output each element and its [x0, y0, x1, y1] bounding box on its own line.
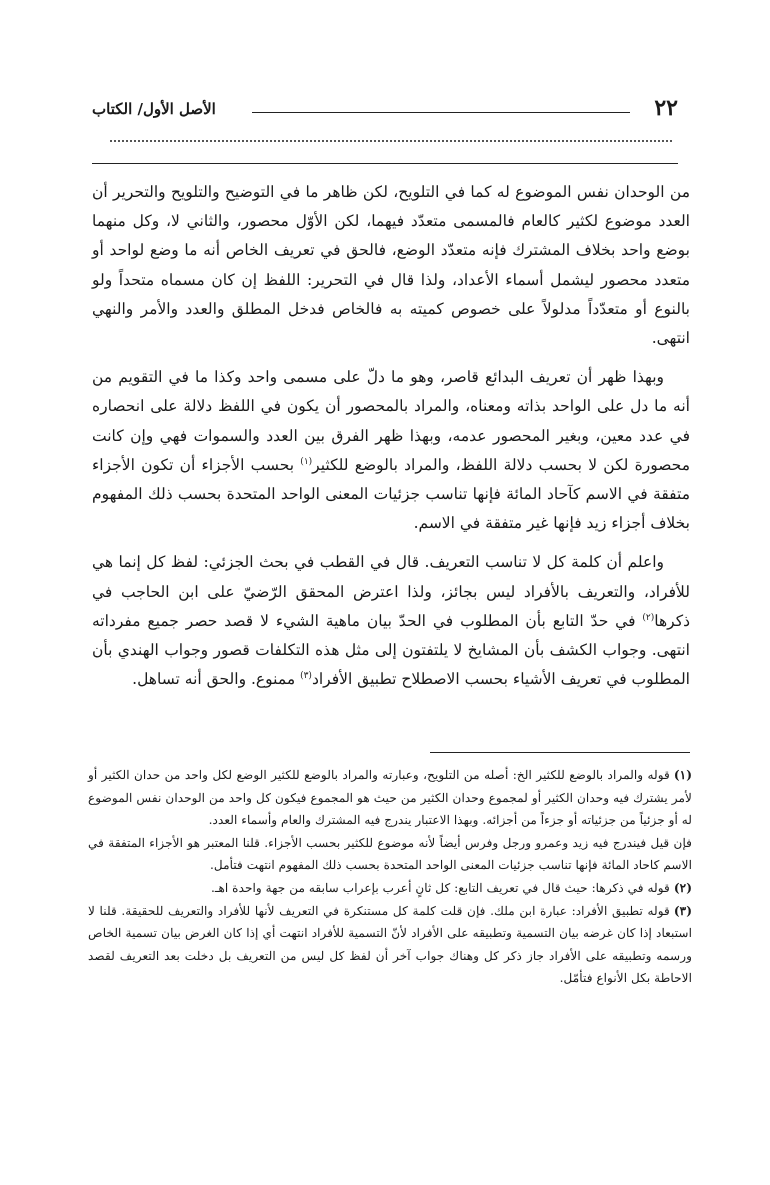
footnote-1	[88, 764, 692, 832]
paragraph-3	[92, 548, 690, 694]
footnote-1-continuation-text: فإن قيل فيندرج فيه زيد وعمرو ورجل وفرس أيضاً لأنه موضوع للكثير بحسب الأجزاء. قلنا المعتبر هو الأجزاء المتفقة في الاسم كاحاد المائة فإنها تناسب جزئيات المعنى الواحد المتحدة بحسب ذلك المفهوم انتهت فتأمل.	[88, 835, 692, 873]
footnote-separator	[430, 752, 690, 753]
dotted-divider	[110, 140, 672, 142]
footnote-3	[88, 900, 692, 990]
paragraph-2-text-b: بحسب الأجزاء أن تكون الأجزاء متفقة في الاسم كآحاد المائة فإنها تناسب جزئيات المعنى الواحد المتحدة بحسب ذلك المفهوم بخلاف أجزاء زيد فإنها غير متفقة في الاسم.	[92, 455, 690, 533]
footnote-1-continuation	[88, 832, 692, 877]
header-rule	[252, 112, 630, 113]
footnote-ref-2: (٢)	[642, 612, 655, 623]
paragraph-3-text-b: في حدّ التابع بأن المطلوب في الحدّ بيان ماهية الشيء لا قصد حصر جميع مفرداته انتهى. وجواب الكشف بأن المشايخ لا يلتفتون إلى مثل هذه التكلفات قصور وجواب الهندي بأن المطلوب في تعريف الأشياء بحسب الاصطلاح تطبيق الأفراد	[92, 611, 690, 689]
paragraph-1-text: من الوحدان نفس الموضوع له كما في التلويح، لكن ظاهر ما في التوضيح والتلويح والتحرير أن العدد موضوع لكثير كالعام فالمسمى متعدّد فيهما، لكن الأوّل محصور، والثاني لا، وكل منهما بوضع واحد بخلاف المشترك فإنه متعدّد الوضع، فالحق في تعريف الخاص أنه ما وضع لواحد أو متعدد محصور ليشمل أسماء الأعداد، ولذا قال في التحرير: اللفظ إن كان مسماه متحداً ولو بالنوع أو متعدّداً مدلولاً على خصوص كميته به فالخاص فدخل المطلق والعدد والأمر والنهي انتهى.	[92, 183, 690, 348]
page-number: ٢٢	[654, 95, 678, 121]
paragraph-2-text-a: وبهذا ظهر أن تعريف البدائع قاصر، وهو ما دلّ على مسمى واحد وكذا ما في التقويم من أنه ما دل على الواحد بذاته ومعناه، والمراد بالمحصور أن يكون في اللفظ دلالة على انحصاره في عدد معين، وبغير المحصور عدمه، وبهذا ظهر الفرق بين العدد والسموات فهي وإن كانت محصورة لكن لا بحسب دلالة اللفظ، والمراد بالوضع للكثير	[92, 368, 690, 474]
footnote-2-text: قوله في ذكرها: حيث قال في تعريف التابع: كل ثانٍ أعرب بإعراب سابقه من جهة واحدة اهـ.	[211, 880, 670, 895]
footnote-ref-1: (١)	[300, 456, 313, 467]
header-divider	[92, 163, 678, 164]
footnote-3-marker: (٣)	[673, 903, 692, 918]
footnote-1-text: قوله والمراد بالوضع للكثير الخ: أصله من التلويح، وعبارته والمراد بالوضع للكثير الوضع لكل واحد من حدان الكثير أو لأمر يشترك فيه وحدان الكثير أو لمجموع وحدان الكثير من حيث هو المجموع فيكون كل واحد من الوحدان نفس الموضوع له أو جزئياً من جزئياته أو جزءاً من أجزائه. وبهذا الاعتبار يندرج فيه المشترك والعام وأسماء العدد.	[88, 768, 692, 828]
paragraph-3-text-a: واعلم أن كلمة كل لا تناسب التعريف. قال في القطب في بحث الجزئي: لفظ كل إنما هي للأفراد، والتعريف بالأفراد ليس بجائز، ولذا اعترض المحقق الرّضيّ على ابن الحاجب في ذكرها	[92, 553, 690, 630]
paragraph-3-text-c: ممنوع. والحق أنه تساهل.	[132, 670, 301, 689]
running-head: الأصل الأول/ الكتاب	[92, 100, 216, 118]
footnote-2	[88, 877, 692, 900]
footnote-2-marker: (٢)	[673, 880, 692, 895]
footnote-1-marker: (١)	[673, 768, 692, 782]
page-header	[92, 94, 678, 126]
footnote-3-text: قوله تطبيق الأفراد: عبارة ابن ملك. فإن قلت كلمة كل مستنكرة في التعريف لأنها للأفراد والتعريف للحقيقة. قلنا لا استبعاد إذا كان غرضه بيان التسمية وتطبيقه على الأفراد لأنّ التسمية للأفراد انتهت أي إذا كان الغرض بيان تسمية الخاص ورسمه وتطبيقه على الأفراد جاز ذكر كل وهناك جواب آخر أن لفظ كل ليس من التعريف بل دخلت بعد التعريف لقصد الاحاطة بكل الأنواع فتأمّل.	[88, 903, 692, 986]
footnote-ref-3: (٣)	[300, 671, 312, 682]
paragraph-1	[92, 178, 690, 353]
footnotes	[88, 764, 692, 990]
main-text	[92, 178, 690, 704]
paragraph-2	[92, 363, 690, 538]
